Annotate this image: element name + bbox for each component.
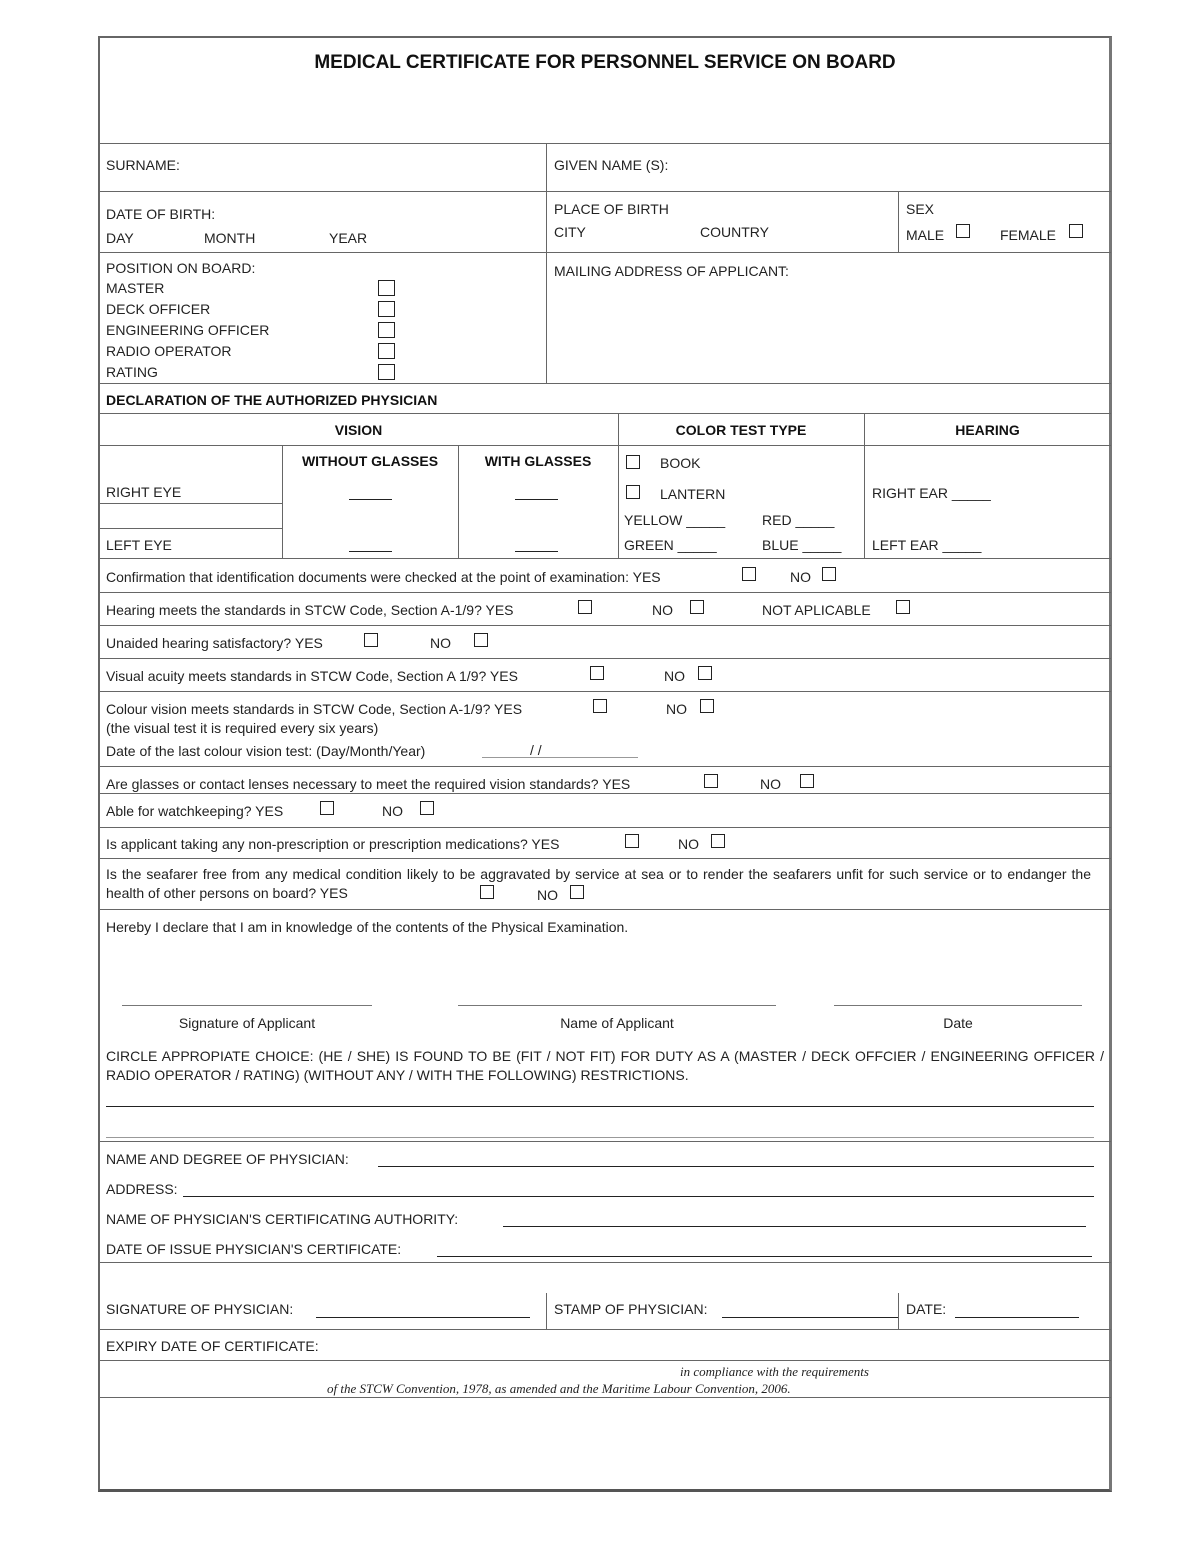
vision-heading: VISION <box>334 422 383 438</box>
left-eye-without-glasses-field[interactable] <box>349 551 392 552</box>
row-divider <box>99 625 1111 626</box>
q-visual-acuity: Visual acuity meets standards in STCW Code, Section A 1/9? YES <box>106 668 518 684</box>
physician-signature-field[interactable] <box>316 1317 530 1318</box>
q-unaided-hearing-yes-checkbox[interactable] <box>364 633 378 647</box>
q-id-documents: Confirmation that identification documents were checked at the point of examination: YES <box>106 569 661 585</box>
no-label: NO <box>678 836 699 852</box>
restrictions-line[interactable] <box>106 1106 1094 1107</box>
q-hearing-standards-no-checkbox[interactable] <box>690 600 704 614</box>
physician-name-degree-label: NAME AND DEGREE OF PHYSICIAN: <box>106 1151 349 1167</box>
row-divider <box>99 1397 1111 1398</box>
row-divider <box>99 766 1111 767</box>
q-id-documents-yes-checkbox[interactable] <box>742 567 756 581</box>
yellow-field[interactable]: YELLOW _____ <box>624 512 726 528</box>
with-glasses-header: WITH GLASSES <box>484 453 592 469</box>
sex-label: SEX <box>906 201 935 217</box>
position-master: MASTER <box>106 280 165 296</box>
compliance-line-1: in compliance with the requirements <box>680 1364 869 1379</box>
dob-label: DATE OF BIRTH: <box>106 206 216 222</box>
q-glasses-necessary: Are glasses or contact lenses necessary to meet the required vision standards? YES <box>106 776 631 792</box>
row-divider <box>99 558 1111 559</box>
q-watchkeeping-yes-checkbox[interactable] <box>320 801 334 815</box>
row-divider <box>99 383 1111 384</box>
certificating-authority-label: NAME OF PHYSICIAN'S CERTIFICATING AUTHORITY: <box>106 1211 459 1227</box>
row-divider <box>99 827 1111 828</box>
row-divider <box>99 413 1111 414</box>
dob-month: MONTH <box>204 230 256 246</box>
name-applicant-caption: Name of Applicant <box>560 1015 674 1031</box>
eye-divider <box>99 503 282 504</box>
q-glasses-necessary-no-checkbox[interactable] <box>800 774 814 788</box>
physician-stamp-field[interactable] <box>722 1317 898 1318</box>
q-colour-vision-yes-checkbox[interactable] <box>593 699 607 713</box>
position-label: POSITION ON BOARD: <box>106 260 256 276</box>
no-label: NO <box>537 887 558 903</box>
deck-officer-checkbox[interactable] <box>378 301 395 317</box>
lantern-label: LANTERN <box>660 486 726 502</box>
col-divider <box>546 143 547 383</box>
left-eye-with-glasses-field[interactable] <box>515 551 558 552</box>
q-hearing-standards-na-checkbox[interactable] <box>896 600 910 614</box>
colour-vision-note: (the visual test it is required every six years) <box>106 720 379 736</box>
radio-operator-checkbox[interactable] <box>378 343 395 359</box>
row-divider <box>99 1360 1111 1361</box>
eye-divider <box>99 528 282 529</box>
row-divider <box>99 143 1111 144</box>
q-watchkeeping-no-checkbox[interactable] <box>420 801 434 815</box>
right-ear-field[interactable]: RIGHT EAR _____ <box>872 485 991 501</box>
q-medications-yes-checkbox[interactable] <box>625 834 639 848</box>
col-divider <box>898 1293 899 1329</box>
surname-label: SURNAME: <box>106 157 180 173</box>
q-watchkeeping: Able for watchkeeping? YES <box>106 803 284 819</box>
last-colour-test-date-field[interactable]: / / <box>530 742 542 758</box>
q-hearing-standards-yes-checkbox[interactable] <box>578 600 592 614</box>
master-checkbox[interactable] <box>378 280 395 296</box>
row-divider <box>99 858 1111 859</box>
expiry-date-label: EXPIRY DATE OF CERTIFICATE: <box>106 1338 319 1354</box>
date-caption: Date <box>943 1015 973 1031</box>
q-id-documents-no-checkbox[interactable] <box>822 567 836 581</box>
q-colour-vision: Colour vision meets standards in STCW Code, Section A-1/9? YES <box>106 701 523 717</box>
row-divider <box>99 1262 1111 1263</box>
last-colour-test-date-line <box>482 757 638 758</box>
physician-name-degree-field[interactable] <box>378 1166 1094 1167</box>
physician-address-label: ADDRESS: <box>106 1181 178 1197</box>
applicant-signature-field[interactable] <box>122 1005 372 1006</box>
q-medications: Is applicant taking any non-prescription or prescription medications? YES <box>106 836 560 852</box>
right-eye-label: RIGHT EYE <box>106 484 182 500</box>
color-test-heading: COLOR TEST TYPE <box>675 422 807 438</box>
q-medical-condition-no-checkbox[interactable] <box>570 885 584 899</box>
applicant-name-field[interactable] <box>458 1005 776 1006</box>
row-divider <box>99 909 1111 910</box>
declaration-heading: DECLARATION OF THE AUTHORIZED PHYSICIAN <box>106 392 438 408</box>
right-eye-without-glasses-field[interactable] <box>349 499 392 500</box>
q-colour-vision-no-checkbox[interactable] <box>700 699 714 713</box>
q-glasses-necessary-yes-checkbox[interactable] <box>704 774 718 788</box>
physician-signature-label: SIGNATURE OF PHYSICIAN: <box>106 1301 294 1317</box>
blue-field[interactable]: BLUE _____ <box>762 537 842 553</box>
left-ear-field[interactable]: LEFT EAR _____ <box>872 537 982 553</box>
lantern-checkbox[interactable] <box>626 485 640 499</box>
certificating-authority-field[interactable] <box>503 1226 1086 1227</box>
sex-female-label: FEMALE <box>1000 227 1057 243</box>
q-medical-condition-yes-checkbox[interactable] <box>480 885 494 899</box>
position-deck-officer: DECK OFFICER <box>106 301 211 317</box>
col-divider <box>898 191 899 252</box>
last-colour-test-label: Date of the last colour vision test: (Day/Month/Year) <box>106 743 426 759</box>
applicant-declaration: Hereby I declare that I am in knowledge of the contents of the Physical Examination. <box>106 919 629 935</box>
certificate-frame <box>98 36 1112 1492</box>
restrictions-line[interactable] <box>106 1137 1094 1138</box>
no-label: NO <box>382 803 403 819</box>
q-unaided-hearing-no-checkbox[interactable] <box>474 633 488 647</box>
pob-country: COUNTRY <box>700 224 769 240</box>
mailing-address-label: MAILING ADDRESS OF APPLICANT: <box>554 263 789 279</box>
issue-date-field[interactable] <box>437 1256 1092 1257</box>
q-visual-acuity-no-checkbox[interactable] <box>698 666 712 680</box>
pob-label: PLACE OF BIRTH <box>554 201 669 217</box>
position-rating: RATING <box>106 364 158 380</box>
col-divider <box>546 1293 547 1329</box>
physician-date-label: DATE: <box>906 1301 947 1317</box>
no-label: NO <box>760 776 781 792</box>
book-label: BOOK <box>660 455 701 471</box>
row-divider <box>99 793 1111 794</box>
no-label: NO <box>652 602 673 618</box>
male-checkbox[interactable] <box>956 224 970 238</box>
hearing-heading: HEARING <box>955 422 1020 438</box>
left-eye-label: LEFT EYE <box>106 537 172 553</box>
row-divider <box>99 252 1111 253</box>
row-divider <box>99 1141 1111 1142</box>
compliance-line-2: of the STCW Convention, 1978, as amended and the Maritime Labour Convention, 2006. <box>327 1381 791 1396</box>
without-glasses-header: WITHOUT GLASSES <box>301 453 439 469</box>
q-hearing-standards: Hearing meets the standards in STCW Code, Section A-1/9? YES <box>106 602 514 618</box>
fit-for-duty-statement: CIRCLE APPROPIATE CHOICE: (HE / SHE) IS FOUND TO BE (FIT / NOT FIT) FOR DUTY AS A (MASTER / DECK OFFCIER / ENGINEERING OFFICER / RADIO OPERATOR / RATING) (WITHOUT ANY / WITH THE FOLLOWING) RESTRICTIONS. <box>106 1048 1104 1083</box>
row-divider <box>99 691 1111 692</box>
female-checkbox[interactable] <box>1069 224 1083 238</box>
row-divider <box>99 1329 1111 1330</box>
engineering-officer-checkbox[interactable] <box>378 322 395 338</box>
q-unaided-hearing: Unaided hearing satisfactory? YES <box>106 635 323 651</box>
dob-year: YEAR <box>329 230 368 246</box>
sex-male-label: MALE <box>906 227 945 243</box>
issue-date-label: DATE OF ISSUE PHYSICIAN'S CERTIFICATE: <box>106 1241 402 1257</box>
q-medical-condition: Is the seafarer free from any medical condition likely to be aggravated by service at sea or to render the seafarers unfit for such service or to endanger the health of other persons on board? YES <box>106 866 1091 901</box>
position-engineering-officer: ENGINEERING OFFICER <box>106 322 270 338</box>
book-checkbox[interactable] <box>626 455 640 469</box>
given-name-label: GIVEN NAME (S): <box>554 157 669 173</box>
physician-address-field[interactable] <box>183 1196 1094 1197</box>
no-label: NO <box>664 668 685 684</box>
dob-day: DAY <box>106 230 134 246</box>
q-medications-no-checkbox[interactable] <box>711 834 725 848</box>
row-divider <box>99 658 1111 659</box>
green-field[interactable]: GREEN _____ <box>624 537 717 553</box>
q-visual-acuity-yes-checkbox[interactable] <box>590 666 604 680</box>
row-divider <box>99 445 1111 446</box>
no-label: NO <box>430 635 451 651</box>
no-label: NO <box>790 569 811 585</box>
right-eye-with-glasses-field[interactable] <box>515 499 558 500</box>
rating-checkbox[interactable] <box>378 364 395 380</box>
physician-stamp-label: STAMP OF PHYSICIAN: <box>554 1301 708 1317</box>
row-divider <box>99 592 1111 593</box>
red-field[interactable]: RED _____ <box>762 512 835 528</box>
position-radio-operator: RADIO OPERATOR <box>106 343 232 359</box>
row-divider <box>99 191 1111 192</box>
page-title: MEDICAL CERTIFICATE FOR PERSONNEL SERVICE ON BOARD <box>314 52 896 73</box>
signature-applicant-caption: Signature of Applicant <box>178 1015 316 1031</box>
no-label: NO <box>666 701 687 717</box>
physician-date-field[interactable] <box>955 1317 1079 1318</box>
not-applicable-label: NOT APLICABLE <box>762 602 871 618</box>
applicant-date-field[interactable] <box>834 1005 1082 1006</box>
pob-city: CITY <box>554 224 586 240</box>
